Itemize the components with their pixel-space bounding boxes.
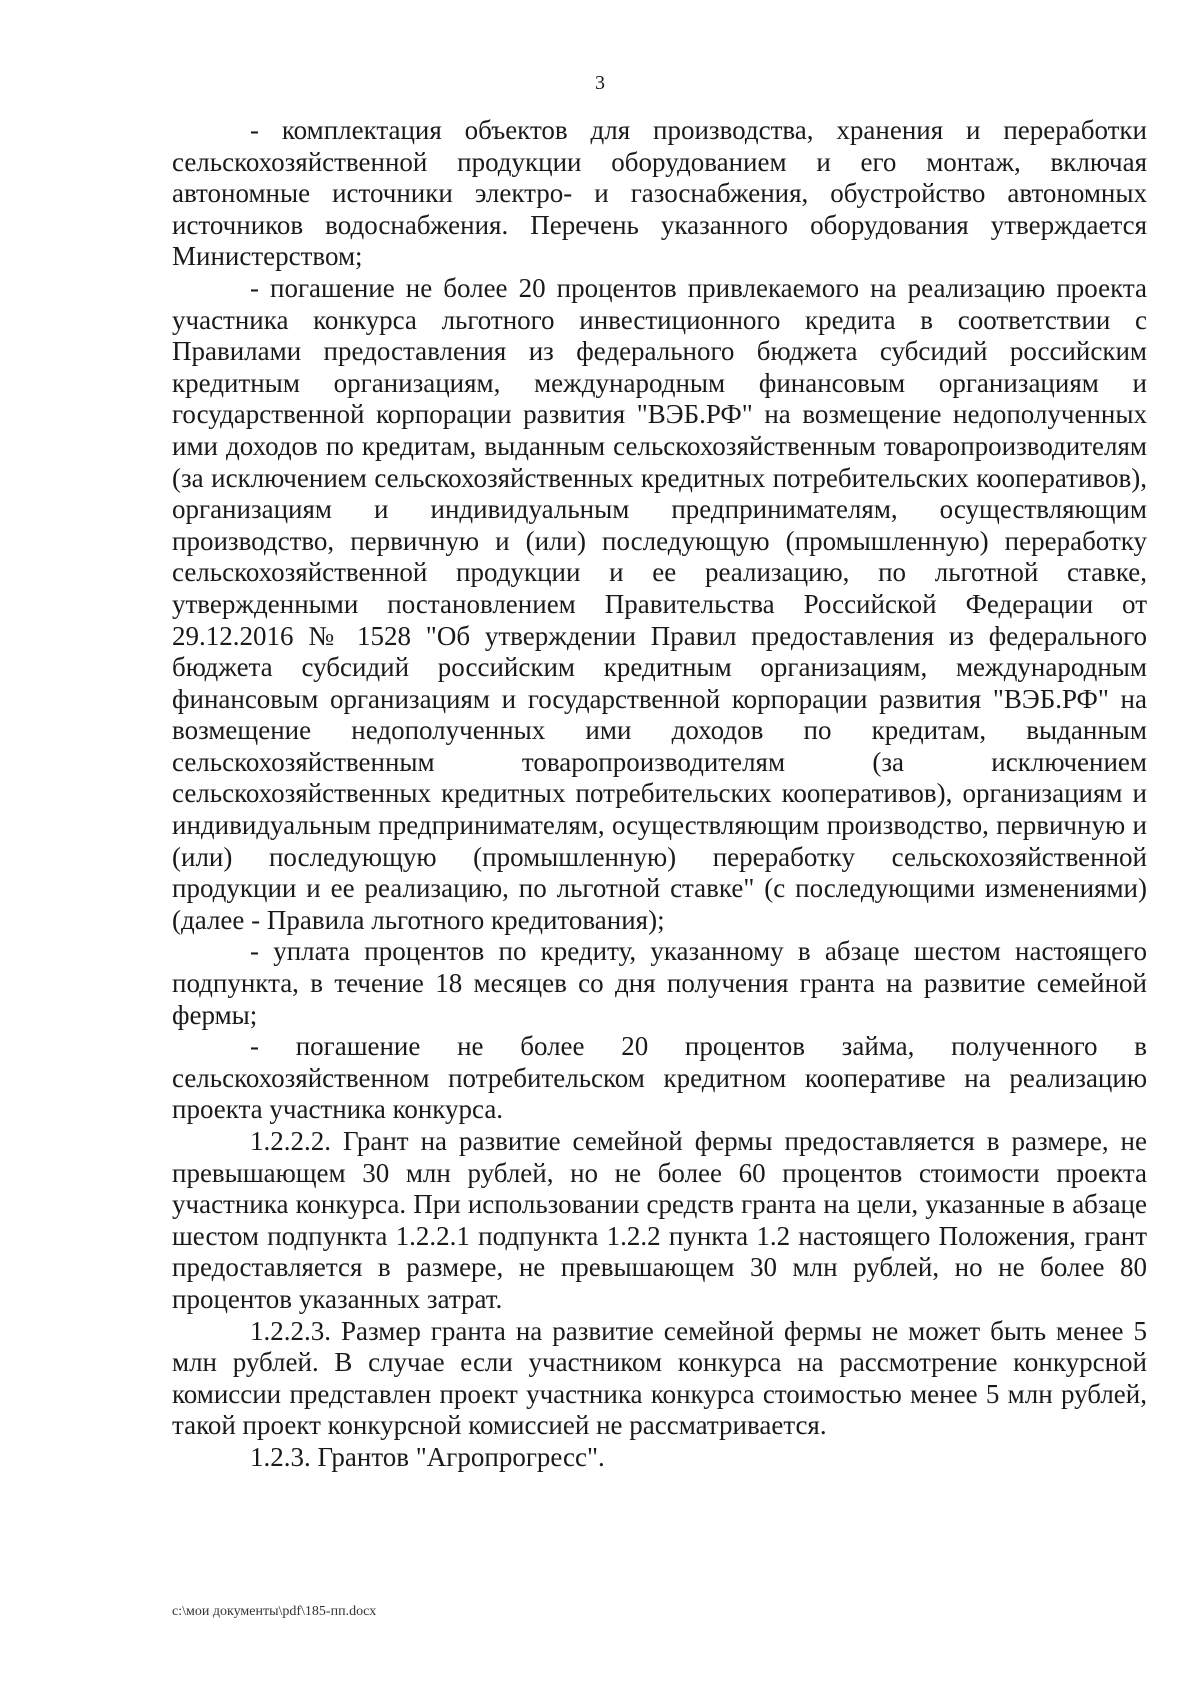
document-body [172,115,1147,1474]
paragraph-1-2-2-3: 1.2.2.3. Размер гранта на развитие семейной фермы не может быть менее 5 млн рублей. В случае если участником конкурса на рассмотрение конкурсной комиссии представлен проект участника конкурса стоимостью менее 5 млн рублей, такой проект конкурсной комиссией не рассматривается. [172,1315,1147,1441]
paragraph-interest-payment: - уплата процентов по кредиту, указанному в абзаце шестом настоящего подпункта, в течение 18 месяцев со дня получения гранта на развитие семейной фермы; [172,936,1147,1030]
paragraph-equipment: - комплектация объектов для производства, хранения и переработки сельскохозяйственной продукции оборудованием и его монтаж, включая автономные источники электро- и газоснабжения, обустройство автономных источников водоснабжения. Перечень указанного оборудования утверждается Министерством; [172,115,1147,272]
paragraph-1-2-2-2: 1.2.2.2. Грант на развитие семейной фермы предоставляется в размере, не превышающем 30 млн рублей, но не более 60 процентов стоимости проекта участника конкурса. При использовании средств гранта на цели, указанные в абзаце шестом подпункта 1.2.2.1 подпункта 1.2.2 пункта 1.2 настоящего Положения, грант предоставляется в размере, не превышающем 30 млн рублей, но не более 80 процентов указанных затрат. [172,1126,1147,1314]
paragraph-loan-repayment: - погашение не более 20 процентов привлекаемого на реализацию проекта участника конкурса льготного инвестиционного кредита в соответствии с Правилами предоставления из федерального бюджета субсидий российским кредитным организациям, международным финансовым организациям и государственной корпорации развития "ВЭБ.РФ" на возмещение недополученных ими доходов по кредитам, выданным сельскохозяйственным товаропроизводителям (за исключением сельскохозяйственных кредитных потребительских кооперативов), организациям и индивидуальным предпринимателям, осуществляющим производство, первичную и (или) последующую (промышленную) переработку сельскохозяйственной продукции и ее реализацию, по льготной ставке, утвержденными постановлением Правительства Российской Федерации от 29.12.2016 № 1528 "Об утверждении Правил предоставления из федерального бюджета субсидий российским кредитным организациям, международным финансовым организациям и государственной корпорации развития "ВЭБ.РФ" на возмещение недополученных ими доходов по кредитам, выданным сельскохозяйственным товаропроизводителям (за исключением сельскохозяйственных кредитных потребительских кооперативов), организациям и индивидуальным предпринимателям, осуществляющим производство, первичную и (или) последующую (промышленную) переработку сельскохозяйственной продукции и ее реализацию, по льготной ставке" (с последующими изменениями) (далее - Правила льготного кредитования); [172,272,1147,935]
footer-file-path: c:\мои документы\pdf\185-пп.docx [172,1604,377,1619]
paragraph-1-2-3: 1.2.3. Грантов "Агропрогресс". [250,1441,605,1472]
paragraph-cooperative-loan: - погашение не более 20 процентов займа, полученного в сельскохозяйственном потребительском кредитном кооперативе на реализацию проекта участника конкурса. [172,1031,1147,1125]
page-number: 3 [595,72,605,94]
